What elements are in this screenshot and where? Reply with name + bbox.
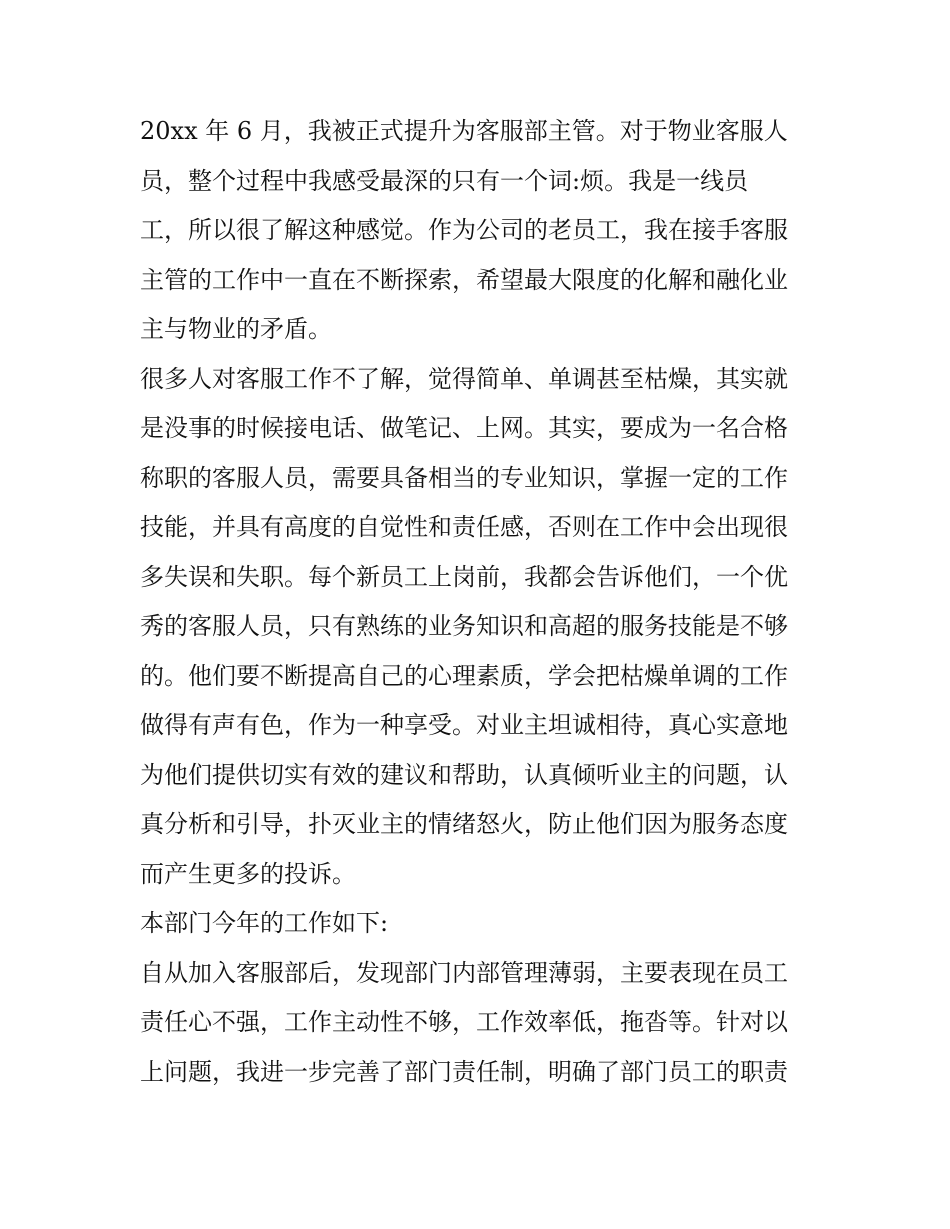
text-line: 而产生更多的投诉。 [140, 859, 356, 888]
text-line: 为他们提供切实有效的建议和帮助，认真倾听业主的问题，认 [140, 760, 788, 789]
text-line: 工，所以很了解这种感觉。作为公司的老员工，我在接手客服 [140, 216, 788, 244]
text-line: 员，整个过程中我感受最深的只有一个词:烦。我是一线员 [140, 166, 749, 195]
text-line: 是没事的时候接电话、做笔记、上网。其实，要成为一名合格 [140, 414, 788, 442]
document-body [140, 107, 820, 1097]
text-line: 责任心不强，工作主动性不够，工作效率低，拖沓等。针对以 [140, 1008, 788, 1036]
text-line: 20xx 年 6 月，我被正式提升为客服部主管。对于物业客服人 [140, 117, 788, 145]
text-line: 多失误和失职。每个新员工上岗前，我都会告诉他们，一个优 [140, 562, 788, 591]
text-line: 主管的工作中一直在不断探索，希望最大限度的化解和融化业 [140, 265, 788, 294]
text-line: 主与物业的矛盾。 [140, 315, 332, 343]
text-line: 本部门今年的工作如下: [140, 909, 389, 937]
text-line: 上问题，我进一步完善了部门责任制，明确了部门员工的职责 [140, 1057, 788, 1086]
text-line: 很多人对客服工作不了解，觉得简单、单调甚至枯燥，其实就 [140, 364, 788, 393]
text-line: 做得有声有色，作为一种享受。对业主坦诚相待，真心实意地 [140, 711, 788, 739]
text-line: 自从加入客服部后，发现部门内部管理薄弱，主要表现在员工 [140, 958, 788, 987]
text-line: 的。他们要不断提高自己的心理素质，学会把枯燥单调的工作 [140, 661, 788, 690]
text-line: 真分析和引导，扑灭业主的情绪怒火，防止他们因为服务态度 [140, 810, 788, 838]
text-line: 称职的客服人员，需要具备相当的专业知识，掌握一定的工作 [140, 463, 788, 492]
text-line: 秀的客服人员，只有熟练的业务知识和高超的服务技能是不够 [140, 612, 788, 640]
text-line: 技能，并具有高度的自觉性和责任感，否则在工作中会出现很 [140, 513, 788, 541]
